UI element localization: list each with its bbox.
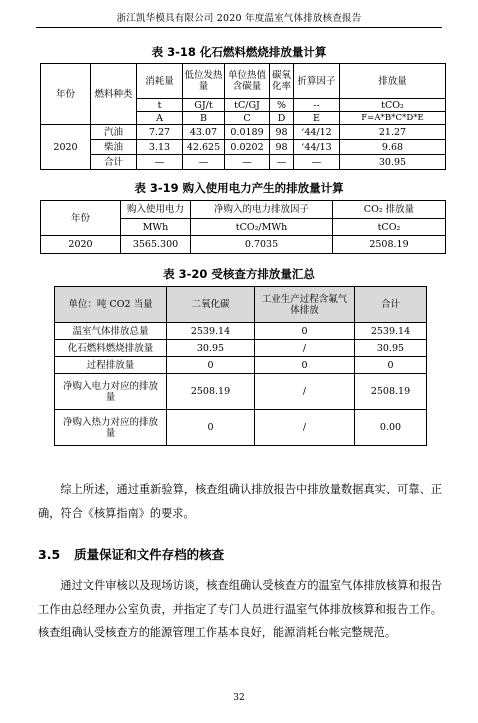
value-cell: 98	[270, 125, 294, 140]
value-cell: /	[255, 410, 355, 446]
header-carbon-content: 单位热值含碳量	[225, 64, 270, 99]
table-row	[55, 374, 427, 410]
value-cell: —	[137, 155, 183, 170]
conclusion-paragraph: 综上所述，通过重新验算，核查组确认排放报告中排放量数据真实、可靠、正确，符合《核算指南》的要求。	[38, 483, 442, 520]
value-cell: 0.00	[355, 410, 427, 446]
value-cell: 3.13	[137, 140, 183, 155]
year-cell: 2020	[41, 236, 121, 254]
value-cell: 0	[355, 357, 427, 374]
value-cell: 30.95	[340, 155, 446, 170]
header-co2: 二氧化碳	[167, 287, 255, 323]
value-cell: 2508.19	[333, 236, 446, 254]
unit-cell: tCO₂	[340, 99, 446, 112]
value-cell: 3565.300	[121, 236, 191, 254]
page-header: 浙江凯华模具有限公司 2020 年度温室气体排放核查报告	[116, 13, 362, 24]
value-cell: 30.95	[167, 340, 255, 357]
code-cell: A	[137, 112, 183, 125]
value-cell: —	[183, 155, 225, 170]
table-row	[41, 155, 446, 170]
header-co2-emission: CO₂ 排放量	[333, 201, 446, 219]
header-year: 年份	[41, 64, 91, 125]
value-cell: /	[255, 374, 355, 410]
table-row	[55, 410, 427, 446]
value-cell: 0	[255, 323, 355, 340]
header-emission-factor: 净购入的电力排放因子	[191, 201, 333, 219]
value-cell: 2539.14	[167, 323, 255, 340]
value-cell: 0	[167, 357, 255, 374]
table-3-20-caption: 表 3-20 受核查方排放量汇总	[163, 267, 315, 281]
value-cell: 2539.14	[355, 323, 427, 340]
unit-cell: tC/GJ	[225, 99, 270, 112]
value-cell: ‘44/12	[294, 125, 340, 140]
unit-cell: tCO₂	[333, 219, 446, 236]
header-consumption: 消耗量	[137, 64, 183, 99]
fuel-cell: 柴油	[91, 140, 137, 155]
table-3-19	[40, 200, 446, 254]
code-cell: C	[225, 112, 270, 125]
table-3-20	[54, 286, 427, 446]
value-cell: 42.625	[183, 140, 225, 155]
year-cell: 2020	[41, 125, 91, 170]
value-cell: 0.0202	[225, 140, 270, 155]
value-cell: 2508.19	[355, 374, 427, 410]
row-label: 过程排放量	[55, 357, 167, 374]
value-cell: ‘44/13	[294, 140, 340, 155]
value-cell: 0	[167, 410, 255, 446]
table-row	[55, 323, 427, 340]
code-cell: F=A*B*C*D*E	[340, 112, 446, 125]
header-year: 年份	[41, 201, 121, 236]
code-cell: B	[183, 112, 225, 125]
row-label: 净购入电力对应的排放量	[55, 374, 167, 410]
section-heading	[38, 545, 224, 563]
value-cell: —	[294, 155, 340, 170]
table-3-19-caption: 表 3-19 购入使用电力产生的排放量计算	[134, 181, 344, 195]
value-cell: 0	[255, 357, 355, 374]
value-cell: —	[270, 155, 294, 170]
header-rule	[36, 27, 442, 28]
value-cell: 43.07	[183, 125, 225, 140]
unit-cell: GJ/t	[183, 99, 225, 112]
value-cell: 98	[270, 140, 294, 155]
unit-cell: --	[294, 99, 340, 112]
header-fuel-type: 燃料种类	[91, 64, 137, 125]
row-label: 温室气体排放总量	[55, 323, 167, 340]
header-ncv: 低位发热量	[183, 64, 225, 99]
value-cell: 7.27	[137, 125, 183, 140]
fuel-cell: 合计	[91, 155, 137, 170]
header-oxidation-rate: 碳氧化率	[270, 64, 294, 99]
unit-cell: %	[270, 99, 294, 112]
row-label: 净购入热力对应的排放量	[55, 410, 167, 446]
section-number: 3.5	[38, 547, 61, 562]
page-number: 32	[233, 693, 245, 703]
code-cell: E	[294, 112, 340, 125]
code-cell: D	[270, 112, 294, 125]
fuel-cell: 汽油	[91, 125, 137, 140]
table-row	[41, 140, 446, 155]
table-row	[41, 125, 446, 140]
header-unit: 单位：吨 CO2 当量	[55, 287, 167, 323]
header-power: 购入使用电力	[121, 201, 191, 219]
table-row	[55, 340, 427, 357]
unit-cell: t	[137, 99, 183, 112]
table-row	[41, 236, 446, 254]
value-cell: —	[225, 155, 270, 170]
value-cell: 30.95	[355, 340, 427, 357]
header-fluorinated-gas: 工业生产过程含氟气体排放	[255, 287, 355, 323]
section-paragraph: 通过文件审核以及现场访谈，核查组确认受核查方的温室气体排放核算和报告工作由总经理办公室负责，并指定了专门人员进行温室气体排放核算和报告工作。核查组确认受核查方的能源管理工作基本良好，能源消耗台帐完整规范。	[38, 579, 442, 639]
value-cell: 0.0189	[225, 125, 270, 140]
section-title: 质量保证和文件存档的核查	[74, 547, 225, 562]
value-cell: 2508.19	[167, 374, 255, 410]
value-cell: 9.68	[340, 140, 446, 155]
unit-cell: MWh	[121, 219, 191, 236]
value-cell: 21.27	[340, 125, 446, 140]
header-conversion-factor: 折算因子	[294, 64, 340, 99]
header-total: 合计	[355, 287, 427, 323]
table-3-18-caption: 表 3-18 化石燃料燃烧排放量计算	[151, 45, 327, 59]
row-label: 化石燃料燃烧排放量	[55, 340, 167, 357]
table-row	[55, 357, 427, 374]
value-cell: /	[255, 340, 355, 357]
header-emission: 排放量	[340, 64, 446, 99]
value-cell: 0.7035	[191, 236, 333, 254]
unit-cell: tCO₂/MWh	[191, 219, 333, 236]
table-3-18	[40, 63, 446, 170]
